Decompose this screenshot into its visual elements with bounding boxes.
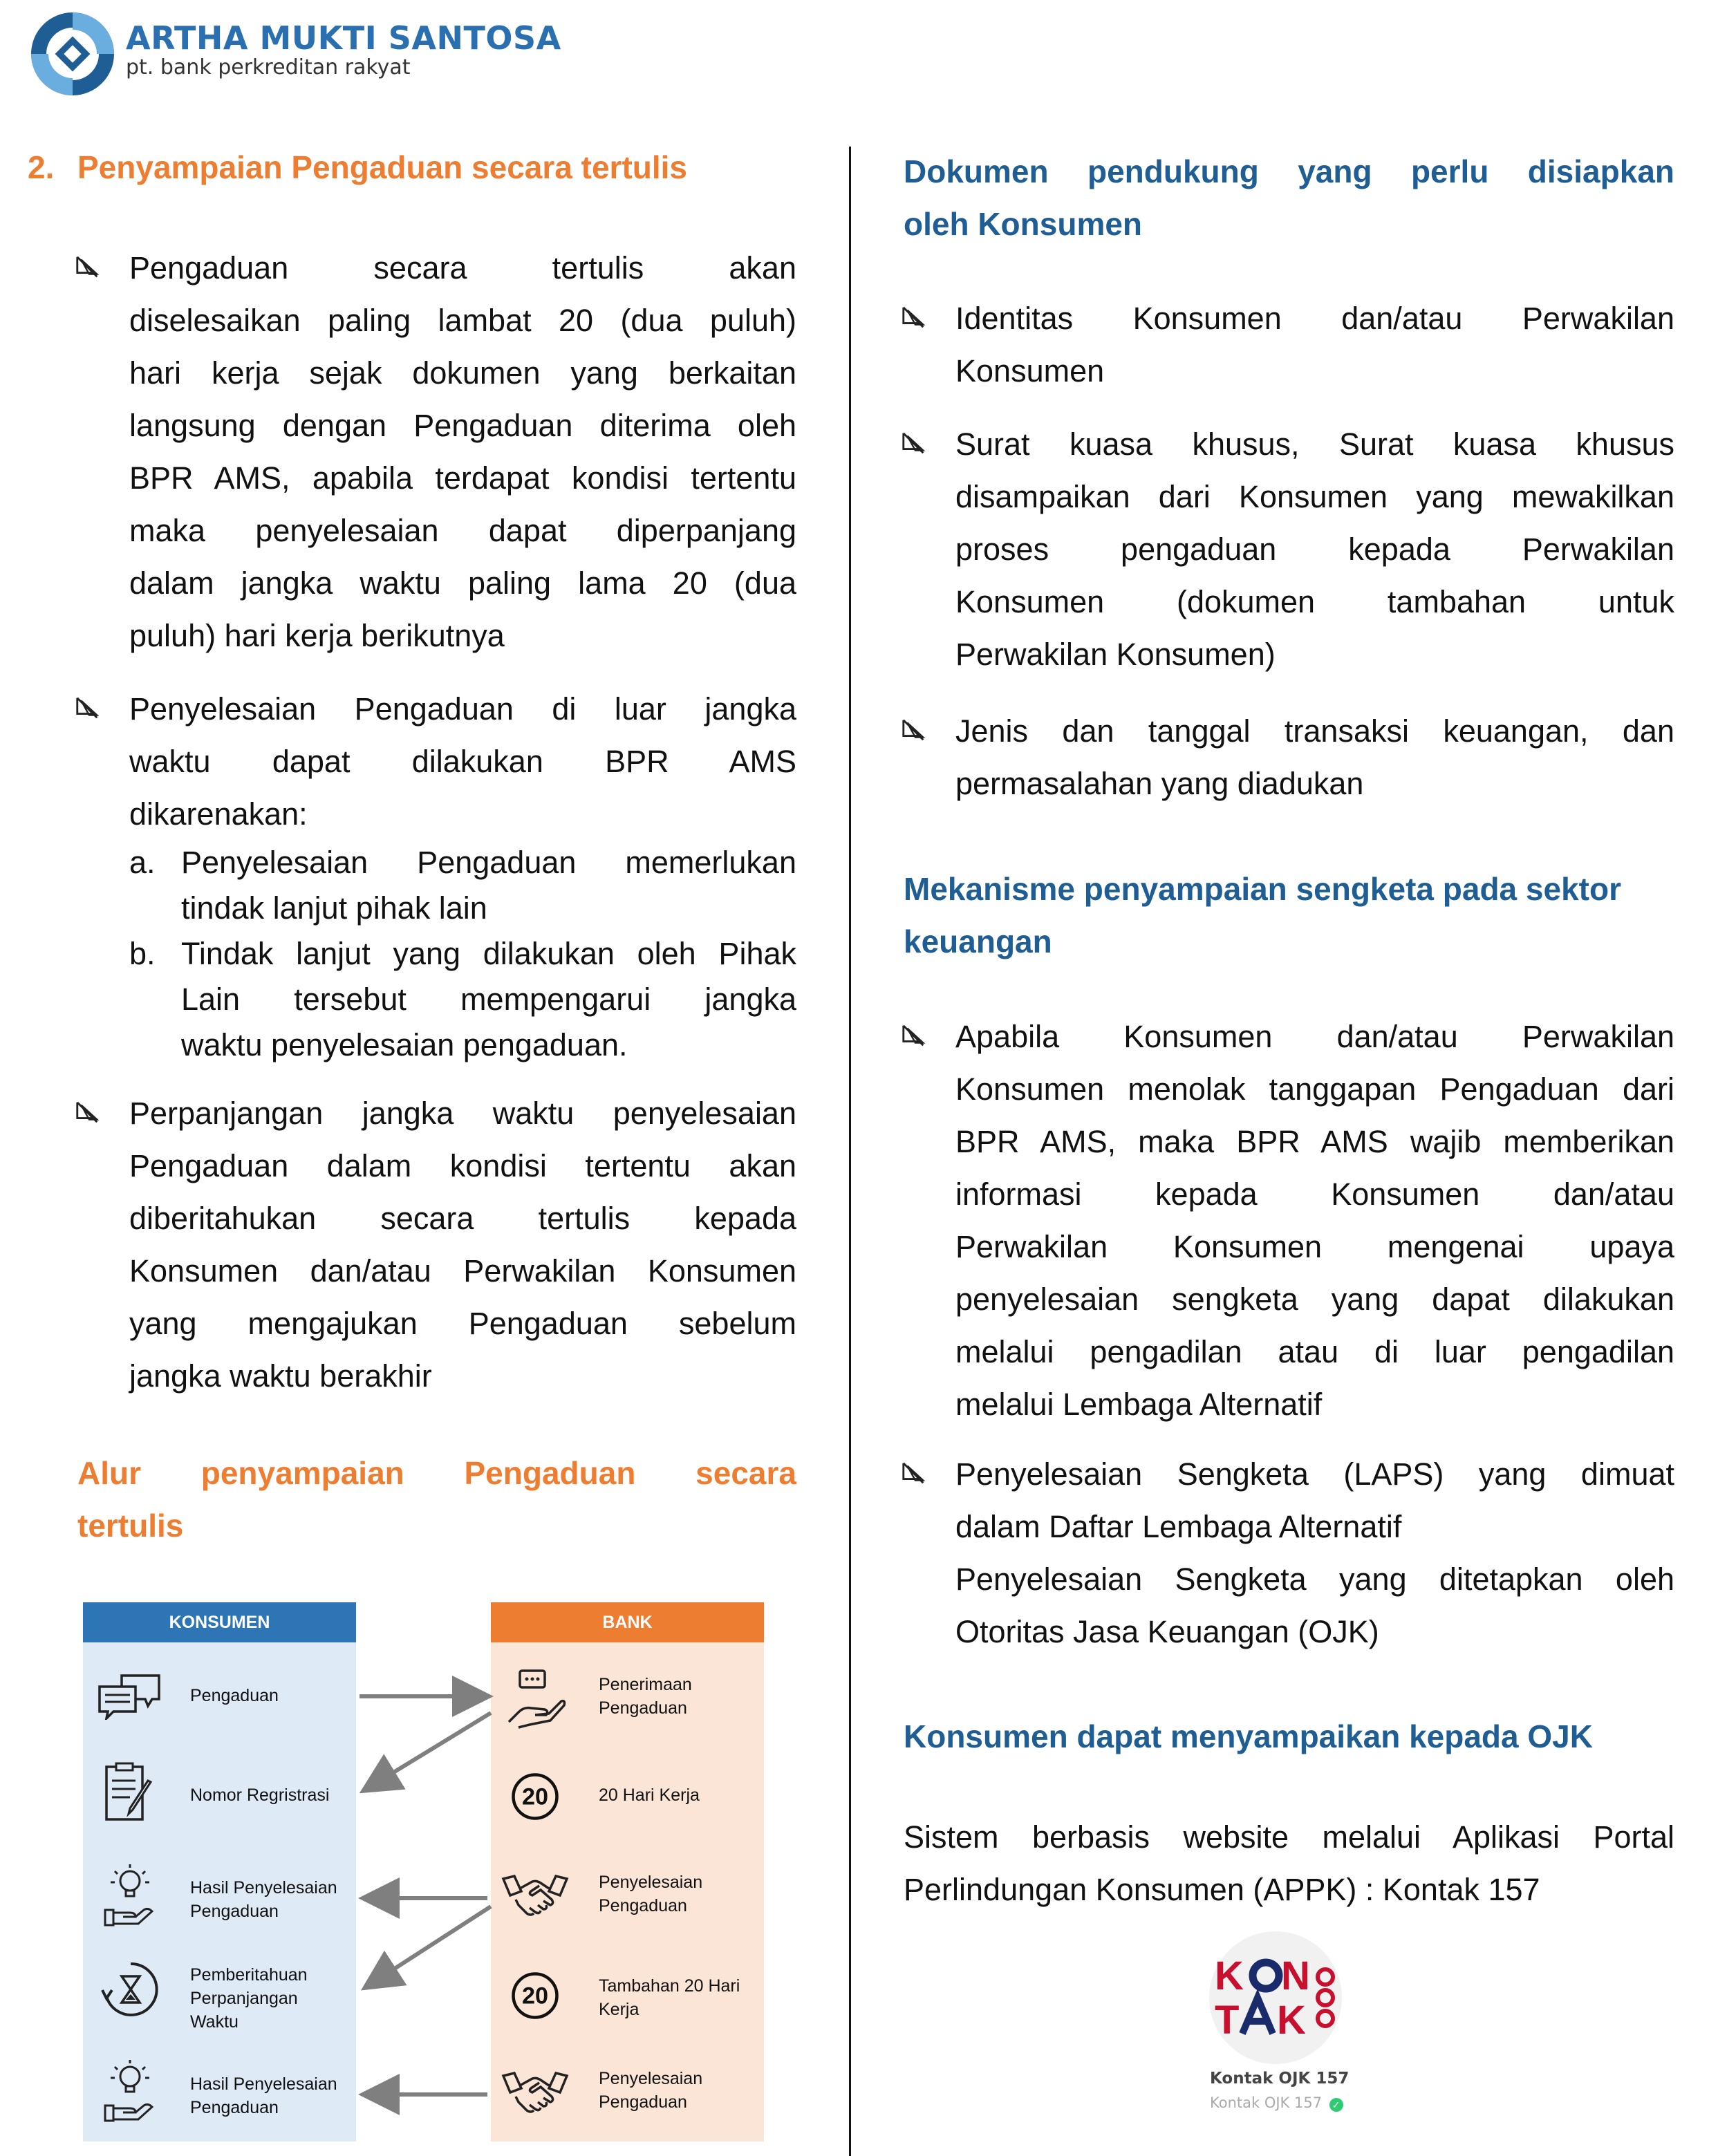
bullet-item (904, 292, 1674, 397)
doc3-line: Jenis dan tanggal transaksi keuangan, dan (955, 713, 1674, 749)
mech1-line: penyelesaian sengketa yang dapat dilakukan (955, 1282, 1674, 1317)
bank-item-label: Penyelesaian Pengaduan (599, 1873, 703, 1915)
sub-item-marker: a. (129, 845, 156, 880)
ojk-paragraph (904, 1811, 1674, 1916)
kontak-caption: Kontak OJK 157 (1210, 2070, 1350, 2088)
doc1-line: Identitas Konsumen dan/atau Perwakilan (955, 301, 1674, 336)
bullet1-line: BPR AMS, apabila terdapat kondisi tertentu (129, 460, 796, 496)
ojk-line: Sistem berbasis website melalui Aplikasi Portal (904, 1819, 1674, 1855)
doc2-line: disampaikan dari Konsumen yang mewakilkan (955, 479, 1674, 514)
bank-item-label: Tambahan 20 Hari Kerja (599, 1976, 740, 2019)
flow-title-line: Alur penyampaian Pengaduan secara (77, 1455, 796, 1491)
sub-item-line: Lain tersebut mempengarui jangka (181, 982, 796, 1017)
company-subtitle: pt. bank perkreditan rakyat (126, 55, 411, 79)
bank-item-label: 20 Hari Kerja (599, 1785, 700, 1805)
mech1-line: Perwakilan Konsumen mengenai upaya (955, 1229, 1674, 1264)
konsumen-item-label: Nomor Regristrasi (190, 1785, 330, 1805)
bullet-item (77, 1087, 796, 1403)
sub-item-line: Penyelesaian Pengaduan memerlukan (181, 845, 796, 880)
svg-text:K: K (1215, 1953, 1244, 1998)
hollow-arrow-bullet-icon (901, 431, 927, 457)
logo-mark-icon (28, 9, 118, 99)
hollow-arrow-bullet-icon (75, 695, 101, 722)
mechanism-title-line: keuangan (904, 924, 1052, 959)
bullet-item (77, 242, 796, 662)
badge-20-text: 20 (521, 1982, 549, 2009)
konsumen-header: KONSUMEN (83, 1602, 356, 1642)
hourglass-cycle-icon (100, 1958, 162, 2021)
bullet1-line: maka penyelesaian dapat diperpanjang (129, 513, 796, 548)
clipboard-pen-icon (102, 1761, 158, 1824)
kontak-logo-icon (1199, 1929, 1352, 2067)
mech1-line: informasi kepada Konsumen dan/atau (955, 1177, 1674, 1212)
verified-check-icon: ✓ (1329, 2098, 1343, 2112)
hand-receiving-message-icon (505, 1668, 567, 1730)
mech1-line: Apabila Konsumen dan/atau Perwakilan (955, 1019, 1674, 1054)
column-divider (849, 147, 851, 2156)
svg-text:N: N (1281, 1953, 1310, 1998)
bank-item-label: Penyelesaian Pengaduan (599, 2069, 703, 2112)
bullet-item (77, 683, 796, 841)
bank-header: BANK (491, 1602, 764, 1642)
company-logo (28, 6, 561, 102)
mech1-line: melalui Lembaga Alternatif (955, 1387, 1323, 1422)
bullet-item (904, 1011, 1674, 1431)
svg-text:K: K (1277, 1998, 1306, 2043)
doc-title (904, 145, 1674, 250)
bullet1-line: Pengaduan secara tertulis akan (129, 250, 796, 285)
mech2-line: dalam Daftar Lembaga Alternatif (955, 1509, 1402, 1544)
mech1-line: melalui pengadilan atau di luar pengadilan (955, 1334, 1674, 1369)
chat-bubbles-icon (95, 1671, 165, 1720)
bullet2-line: dikarenakan: (129, 796, 308, 832)
kontak-caption-faint: Kontak OJK 157 (1210, 2094, 1323, 2111)
flow-title-line: tertulis (77, 1508, 184, 1544)
badge-20-text: 20 (521, 1783, 549, 1810)
doc2-line: Surat kuasa khusus, Surat kuasa khusus (955, 426, 1674, 462)
sub-list (129, 840, 796, 1068)
hollow-arrow-bullet-icon (901, 718, 927, 744)
handshake-icon (501, 1871, 570, 1919)
kontak-caption-secondary (1210, 2094, 1343, 2112)
sub-item-line: waktu penyelesaian pengaduan. (181, 1027, 628, 1062)
doc2-line: proses pengaduan kepada Perwakilan (955, 532, 1674, 567)
sub-item-line: tindak lanjut pihak lain (181, 890, 487, 926)
bullet3-line: yang mengajukan Pengaduan sebelum (129, 1306, 796, 1341)
konsumen-item-label: Pengaduan (190, 1686, 279, 1705)
doc-title-line: oleh Konsumen (904, 206, 1143, 242)
hollow-arrow-bullet-icon (75, 254, 101, 281)
kontak-157-logo (1199, 1929, 1352, 2067)
hollow-arrow-bullet-icon (901, 1461, 927, 1487)
bullet2-line: waktu dapat dilakukan BPR AMS (129, 744, 796, 779)
bullet3-line: Konsumen dan/atau Perwakilan Konsumen (129, 1253, 796, 1288)
bullet1-line: puluh) hari kerja berikutnya (129, 618, 505, 653)
bullet3-line: jangka waktu berakhir (129, 1358, 432, 1394)
bullet2-line: Penyelesaian Pengaduan di luar jangka (129, 691, 796, 727)
arrow-to-nomor-registrasi (366, 1713, 491, 1789)
bullet3-line: diberitahukan secara tertulis kepada (129, 1201, 796, 1236)
doc3-line: permasalahan yang diadukan (955, 766, 1364, 801)
arrow-to-pemberitahuan (368, 1906, 491, 1986)
mech2-line: Otoritas Jasa Keuangan (OJK) (955, 1614, 1379, 1649)
company-name: ARTHA MUKTI SANTOSA (126, 19, 561, 57)
bank-item-label: Penerimaan Pengaduan (599, 1675, 692, 1718)
section-title: Penyampaian Pengaduan secara tertulis (77, 149, 688, 185)
doc2-line: Perwakilan Konsumen) (955, 637, 1276, 672)
doc2-line: Konsumen (dokumen tambahan untuk (955, 584, 1674, 619)
hollow-arrow-bullet-icon (75, 1100, 101, 1126)
lightbulb-hand-icon (102, 2057, 158, 2126)
bullet-item (904, 1448, 1674, 1658)
bullet1-line: hari kerja sejak dokumen yang berkaitan (129, 355, 796, 391)
svg-text:T: T (1215, 1998, 1240, 2043)
bullet-item (904, 705, 1674, 810)
lightbulb-hand-icon (102, 1862, 158, 1931)
ojk-title: Konsumen dapat menyampaikan kepada OJK (904, 1718, 1593, 1754)
hollow-arrow-bullet-icon (901, 1023, 927, 1049)
konsumen-item-label: Hasil Penyelesaian Pengaduan (190, 2074, 337, 2117)
bullet1-line: diselesaikan paling lambat 20 (dua puluh) (129, 303, 796, 338)
bullet1-line: langsung dengan Pengaduan diterima oleh (129, 408, 796, 443)
bullet3-line: Perpanjangan jangka waktu penyelesaian (129, 1096, 796, 1131)
mechanism-title-line: Mekanisme penyampaian sengketa pada sektor (904, 871, 1621, 907)
doc1-line: Konsumen (955, 353, 1105, 388)
mech2-line: Penyelesaian Sengketa yang ditetapkan oleh (955, 1562, 1674, 1597)
sub-item-line: Tindak lanjut yang dilakukan oleh Pihak (181, 936, 796, 971)
section-number: 2. (28, 149, 55, 185)
doc-title-line: Dokumen pendukung yang perlu disiapkan (904, 153, 1674, 189)
bullet1-line: dalam jangka waktu paling lama 20 (dua (129, 565, 796, 601)
badge-20-icon (510, 1772, 560, 1821)
ojk-line: Perlindungan Konsumen (APPK) : Kontak 157 (904, 1872, 1540, 1907)
flow-title (77, 1447, 796, 1552)
badge-20-icon (510, 1971, 560, 2021)
mechanism-title (904, 863, 1674, 968)
konsumen-item-label: Pemberitahuan Perpanjangan Waktu (190, 1965, 308, 2032)
sub-item-marker: b. (129, 936, 156, 971)
mech1-line: BPR AMS, maka BPR AMS wajib memberikan (955, 1124, 1674, 1159)
flow-diagram (83, 1602, 774, 2141)
handshake-icon (501, 2068, 570, 2116)
hollow-arrow-bullet-icon (901, 305, 927, 331)
konsumen-item-label: Hasil Penyelesaian Pengaduan (190, 1878, 337, 1921)
bullet-item (904, 418, 1674, 681)
bullet3-line: Pengaduan dalam kondisi tertentu akan (129, 1148, 796, 1183)
mech1-line: Konsumen menolak tanggapan Pengaduan dari (955, 1071, 1674, 1107)
mech2-line: Penyelesaian Sengketa (LAPS) yang dimuat (955, 1456, 1674, 1492)
